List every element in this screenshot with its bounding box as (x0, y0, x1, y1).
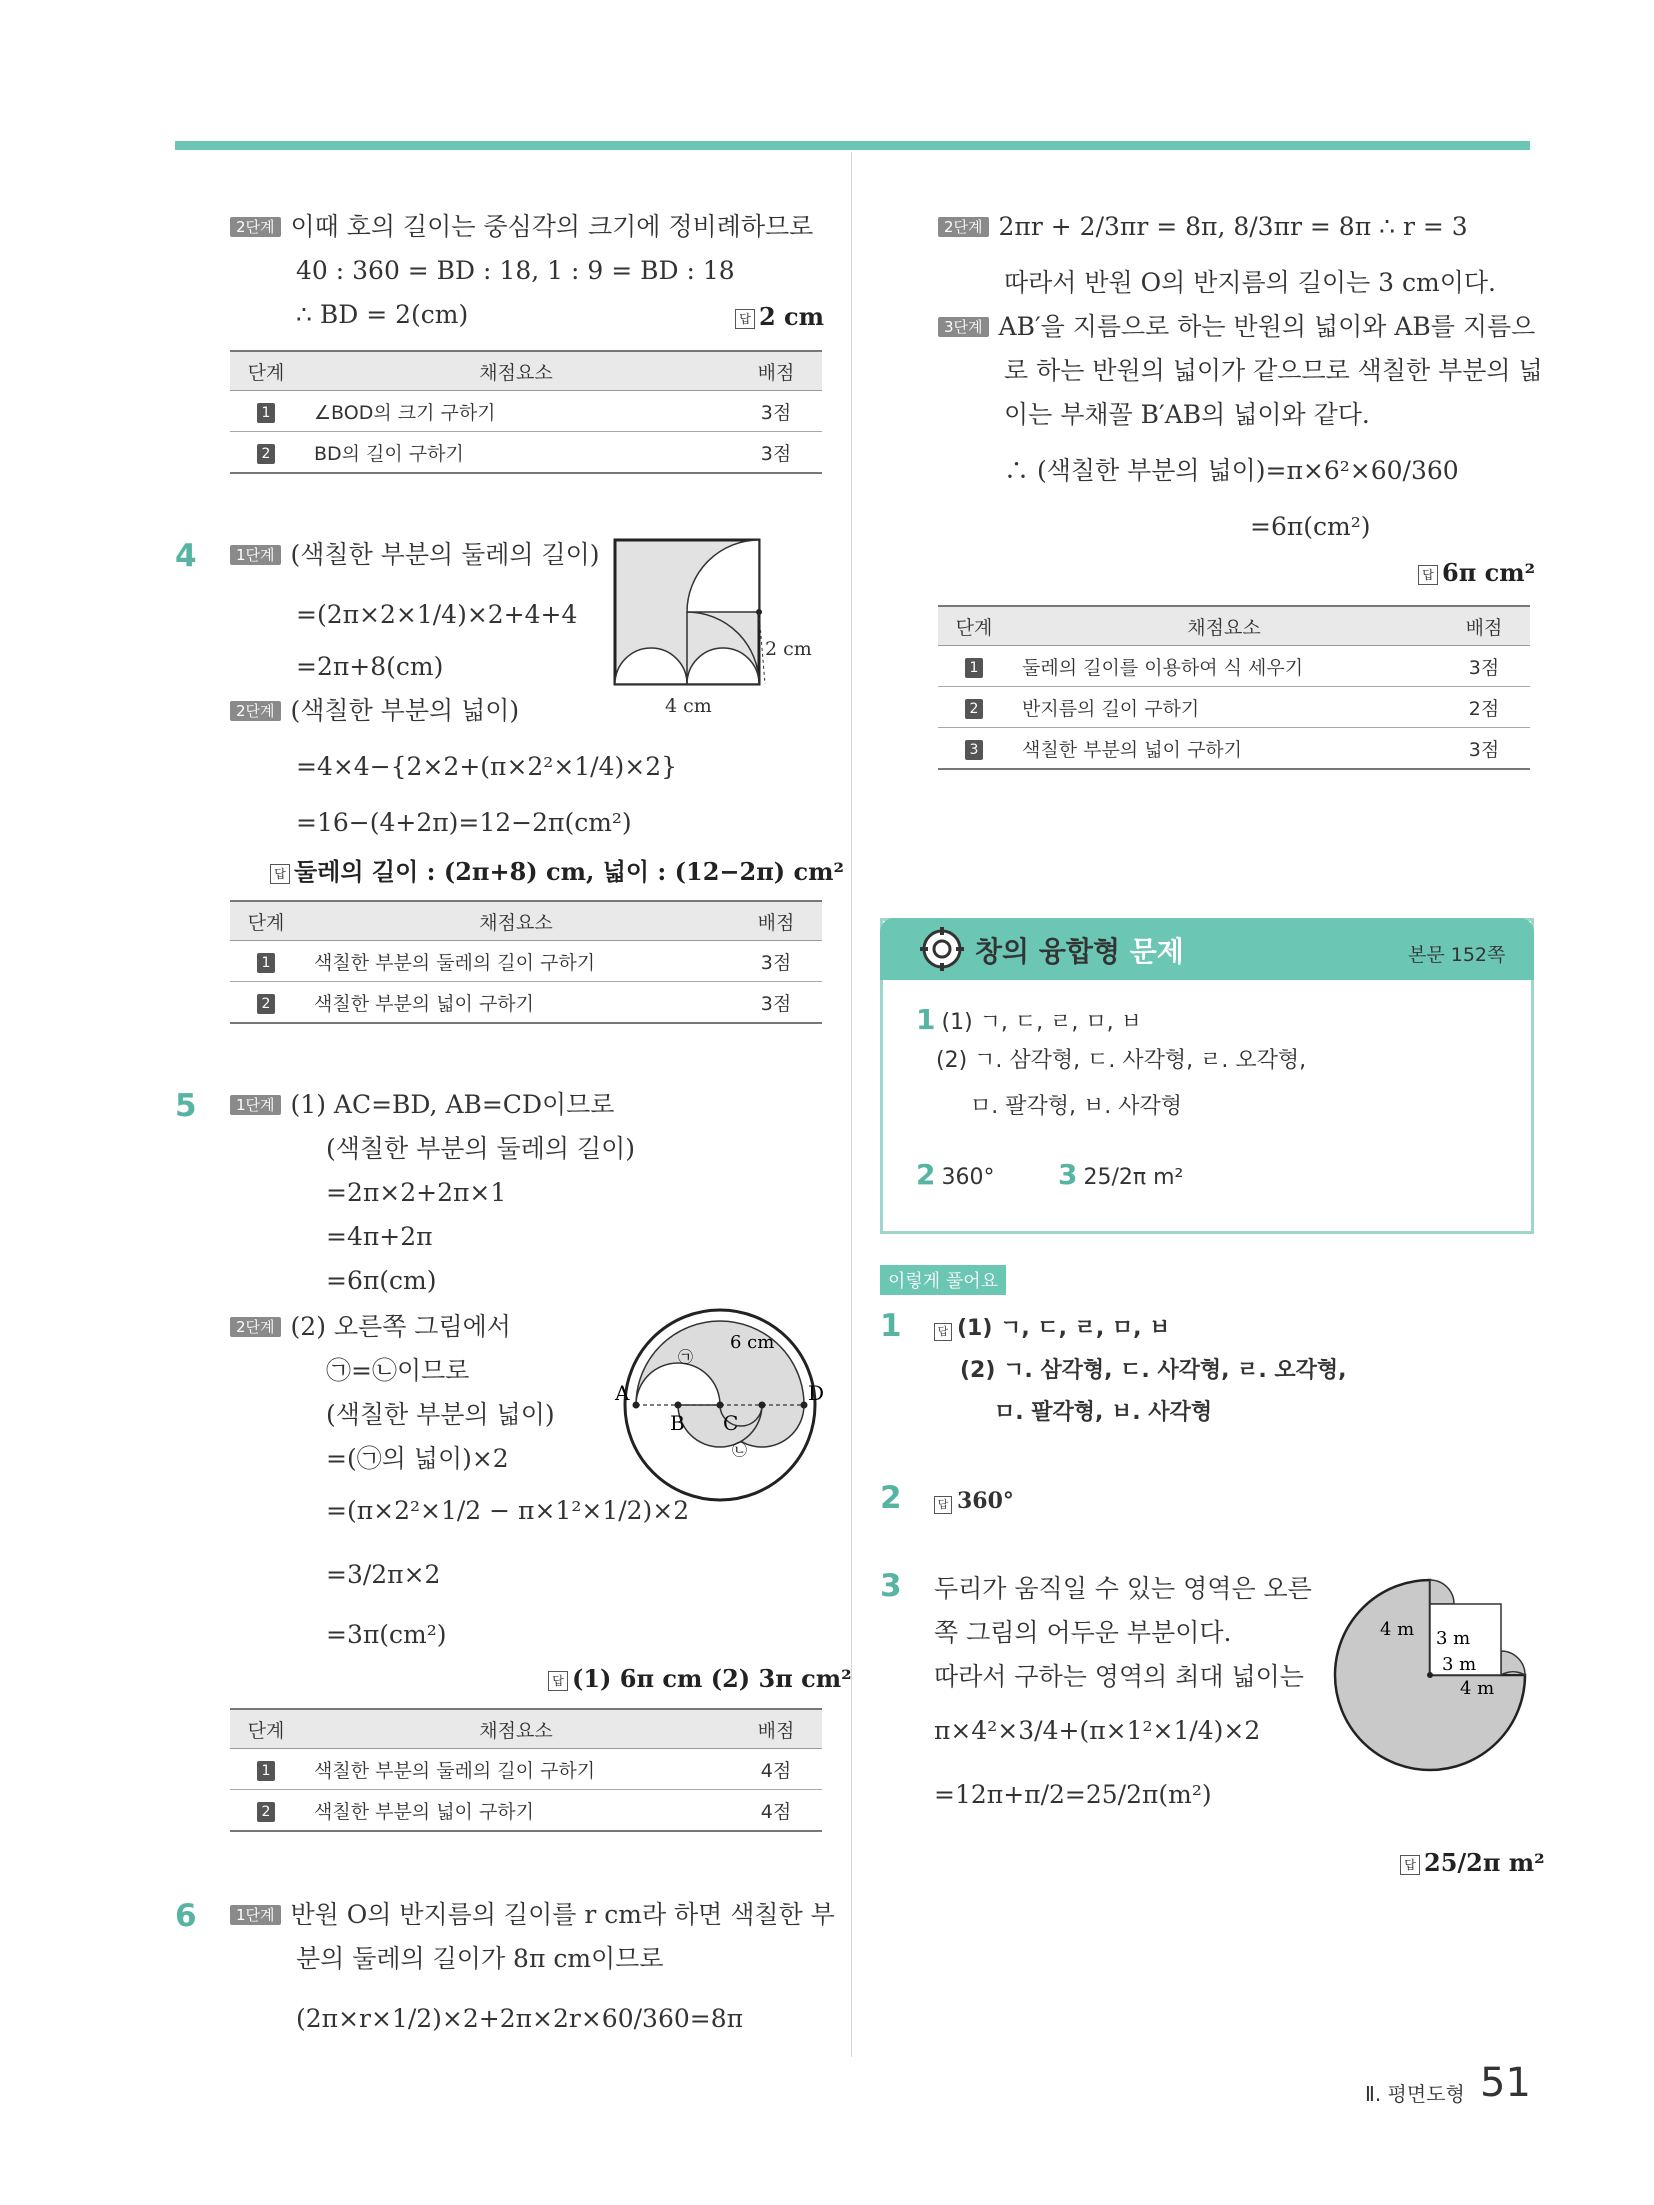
solution-1-line2: (2) ㄱ. 삼각형, ㄷ. 사각형, ㄹ. 오각형, (960, 1358, 1347, 1383)
p5-line9: =(㉠의 넓이)×2 (326, 1444, 509, 1473)
p4-line4: 2단계 (색칠한 부분의 넓이) (230, 696, 519, 726)
table-row: 1 둘레의 길이를 이용하여 식 세우기 3점 (938, 646, 1530, 687)
p6-line8: 이는 부채꼴 B′AB의 넓이와 같다. (1004, 400, 1370, 429)
p4-answer: 답 둘레의 길이 : (2π+8) cm, 넓이 : (12−2π) cm² (270, 852, 844, 887)
p4-figure (605, 535, 815, 725)
solution-3-line1: 두리가 움직일 수 있는 영역은 오른 (934, 1574, 1312, 1603)
p5-fig-c: C (723, 1411, 739, 1435)
table-row: 1 ∠BOD의 크기 구하기 3점 (230, 391, 822, 432)
p4-fig-2cm: 2 cm (765, 638, 812, 660)
p4-line1: 1단계 (색칠한 부분의 둘레의 길이) (230, 540, 600, 570)
solution-3-line3: 따라서 구하는 영역의 최대 넓이는 (934, 1662, 1304, 1691)
p5-line5: =6π(cm) (326, 1266, 437, 1295)
problem-6-number: 6 (175, 1898, 197, 1934)
table-row: 2 색칠한 부분의 넓이 구하기 4점 (230, 1790, 822, 1832)
p5-line11: =3/2π×2 (326, 1560, 441, 1589)
p6-score-table: 단계 채점요소 배점 1 둘레의 길이를 이용하여 식 세우기 3점 2 반지름의 길이 구하기 2점 3 색칠한 부분의 넓이 구하기 3점 (938, 605, 1530, 770)
p6-line5: 따라서 반원 O의 반지름의 길이는 3 cm이다. (1004, 268, 1496, 297)
fig3-l1: 4 m (1380, 1619, 1415, 1640)
p5-fig-6cm: 6 cm (730, 1332, 775, 1353)
p5-fig-a: A (615, 1381, 630, 1405)
box-q3: 3 25/2π m² (1058, 1158, 1184, 1191)
problem-4-number: 4 (175, 538, 197, 574)
column-divider (851, 152, 852, 2057)
s3-answer: 답 2 cm (735, 302, 824, 331)
p4-fig-4cm: 4 cm (665, 695, 712, 717)
problem-5-number: 5 (175, 1088, 197, 1124)
p5-figure (610, 1300, 830, 1510)
solution-2-number: 2 (880, 1480, 902, 1516)
solution-2-answer: 답 360° (934, 1486, 1014, 1516)
p6-line7: 로 하는 반원의 넓이가 같으므로 색칠한 부분의 넓 (1004, 356, 1543, 385)
p5-line12: =3π(cm²) (326, 1620, 447, 1649)
creative-box-title: 창의 융합형 문제 (975, 935, 1184, 968)
solution-1-number: 1 (880, 1308, 902, 1344)
p5-line8: (색칠한 부분의 넓이) (326, 1400, 555, 1429)
gear-brain-icon (918, 925, 966, 973)
p6-line9: ∴ (색칠한 부분의 넓이)=π×6²×60/360 (1004, 456, 1459, 485)
p5-score-table: 단계 채점요소 배점 1 색칠한 부분의 둘레의 길이 구하기 4점 2 색칠한 부분의 넓이 구하기 4점 (230, 1708, 822, 1832)
p4-score-table: 단계 채점요소 배점 1 색칠한 부분의 둘레의 길이 구하기 3점 2 색칠한 부분의 넓이 구하기 3점 (230, 900, 822, 1024)
p5-fig-g2: ㉡ (732, 1441, 748, 1459)
solution-3-line2: 쪽 그림의 어두운 부분이다. (934, 1618, 1232, 1647)
solution-tag: 이렇게 풀어요 (880, 1265, 1006, 1295)
fig3-l3: 3 m (1442, 1654, 1477, 1675)
p5-line2: (색칠한 부분의 둘레의 길이) (326, 1134, 635, 1163)
box-q2: 2 360° (916, 1158, 995, 1191)
table-row: 2 BD의 길이 구하기 3점 (230, 432, 822, 474)
table-row: 3 색칠한 부분의 넓이 구하기 3점 (938, 728, 1530, 770)
table-row: 2 색칠한 부분의 넓이 구하기 3점 (230, 982, 822, 1024)
p4-line5: =4×4−{2×2+(π×2²×1/4)×2} (296, 752, 678, 781)
p6-line2: 분의 둘레의 길이가 8π cm이므로 (296, 1944, 664, 1973)
s3-line2: 40 : 360 = BD : 18, 1 : 9 = BD : 18 (296, 256, 735, 285)
p5-answer: 답 (1) 6π cm (2) 3π cm² (548, 1664, 852, 1693)
p5-fig-d: D (808, 1381, 825, 1405)
p6-line10: =6π(cm²) (1250, 512, 1371, 541)
p5-line7: ㉠=㉡이므로 (326, 1356, 470, 1385)
p4-line6: =16−(4+2π)=12−2π(cm²) (296, 808, 632, 837)
solution-3-number: 3 (880, 1568, 902, 1604)
top-accent-bar (175, 141, 1530, 150)
p6-line6: 3단계 AB′을 지름으로 하는 반원의 넓이와 AB를 지름으 (938, 312, 1535, 342)
solution-3-answer: 답 25/2π m² (1400, 1848, 1545, 1877)
p5-fig-g1: ㉠ (678, 1348, 694, 1366)
s3-score-table: 단계 채점요소 배점 1 ∠BOD의 크기 구하기 3점 2 BD의 길이 구하기 3점 (230, 350, 822, 474)
p5-line3: =2π×2+2π×1 (326, 1178, 507, 1207)
p5-line10: =(π×2²×1/2 − π×1²×1/2)×2 (326, 1496, 690, 1525)
fig3-l2: 3 m (1436, 1628, 1471, 1649)
creative-box-page-ref: 본문 152쪽 (1408, 944, 1506, 966)
p5-line1: 1단계 (1) AC=BD, AB=CD이므로 (230, 1090, 614, 1120)
table-row: 1 색칠한 부분의 둘레의 길이 구하기 3점 (230, 941, 822, 982)
solution-3-figure (1320, 1570, 1535, 1780)
table-row: 2 반지름의 길이 구하기 2점 (938, 687, 1530, 728)
solution-3-line5: =12π+π/2=25/2π(m²) (934, 1780, 1212, 1809)
page-number: 51 (1480, 2060, 1531, 2106)
footer-section-name: Ⅱ. 평면도형 (1365, 2082, 1465, 2106)
box-q1-line2: (2) ㄱ. 삼각형, ㄷ. 사각형, ㄹ. 오각형, (936, 1048, 1307, 1073)
fig3-l4: 4 m (1460, 1678, 1495, 1699)
p5-line6: 2단계 (2) 오른쪽 그림에서 (230, 1312, 511, 1342)
step-badge: 2단계 (230, 217, 281, 237)
p6-line4: 2단계 2πr + 2/3πr = 8π, 8/3πr = 8π ∴ r = 3 (938, 212, 1468, 242)
p4-line2: =(2π×2×1/4)×2+4+4 (296, 600, 578, 629)
p4-line3: =2π+8(cm) (296, 652, 444, 681)
p6-answer: 답 6π cm² (1418, 558, 1535, 587)
solution-1-line1: 답 (1) ㄱ, ㄷ, ㄹ, ㅁ, ㅂ (934, 1314, 1170, 1344)
p5-fig-b: B (670, 1411, 685, 1435)
solution-1-line3: ㅁ. 팔각형, ㅂ. 사각형 (994, 1400, 1213, 1425)
p6-line1: 1단계 반원 O의 반지름의 길이를 r cm라 하면 색칠한 부 (230, 1900, 835, 1930)
p6-line3: (2π×r×1/2)×2+2π×2r×60/360=8π (296, 2004, 744, 2033)
s3-line1: 2단계 이때 호의 길이는 중심각의 크기에 정비례하므로 (230, 212, 813, 242)
p5-line4: =4π+2π (326, 1222, 433, 1251)
answer-icon: 답 (735, 309, 755, 329)
box-q1-line1: 1 (1) ㄱ, ㄷ, ㄹ, ㅁ, ㅂ (916, 1003, 1142, 1036)
s3-line3: ∴ BD = 2(cm) (296, 300, 469, 329)
solution-3-line4: π×4²×3/4+(π×1²×1/4)×2 (934, 1716, 1261, 1745)
box-q1-line3: ㅁ. 팔각형, ㅂ. 사각형 (970, 1094, 1182, 1119)
table-row: 1 색칠한 부분의 둘레의 길이 구하기 4점 (230, 1749, 822, 1790)
